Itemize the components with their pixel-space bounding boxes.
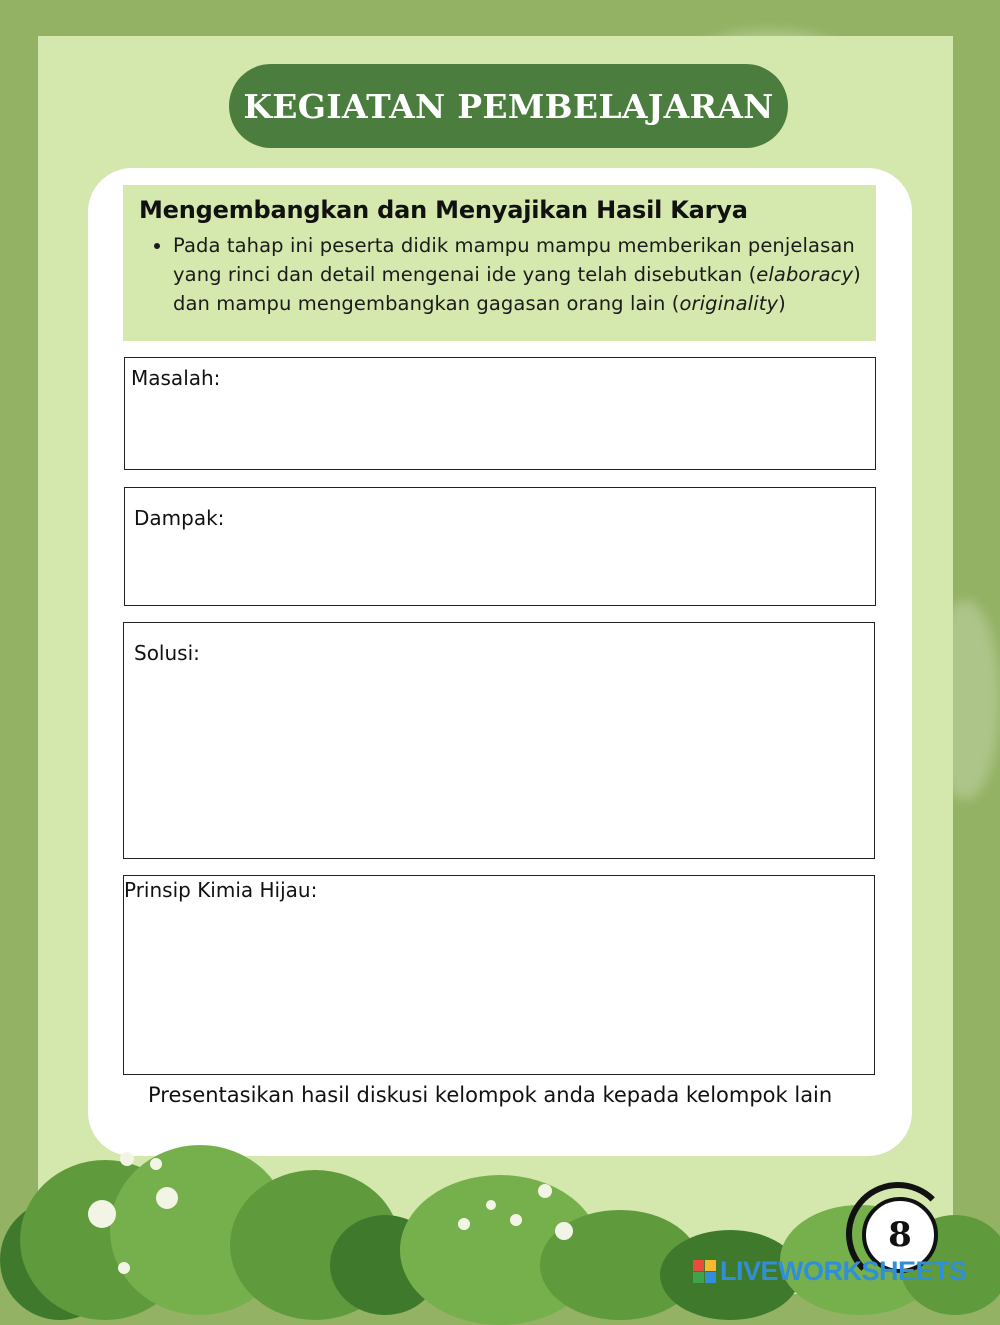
liveworksheets-logo-icon xyxy=(693,1260,716,1283)
page-title: KEGIATAN PEMBELAJARAN xyxy=(229,64,788,148)
solusi-label: Solusi: xyxy=(134,641,200,665)
dampak-label: Dampak: xyxy=(134,506,225,530)
intro-bullet-text: ) xyxy=(778,292,786,315)
footer-instruction: Presentasikan hasil diskusi kelompok anda kepada kelompok lain xyxy=(148,1083,833,1107)
page-number: 8 xyxy=(862,1197,938,1273)
solusi-answer-box[interactable] xyxy=(123,622,875,859)
masalah-label: Masalah: xyxy=(131,366,221,390)
intro-term-originality: originality xyxy=(679,292,779,315)
intro-term-elaboracy: elaboracy xyxy=(756,263,854,286)
dampak-answer-box[interactable] xyxy=(124,487,876,606)
liveworksheets-text: LIVEWORKSHEETS xyxy=(720,1255,967,1286)
intro-bullet xyxy=(173,231,866,318)
prinsip-kimia-hijau-answer-box[interactable] xyxy=(123,875,875,1075)
intro-bullet-text: Pada tahap ini peserta didik mampu mampu memberikan penjelasan yang rinci dan detail mengenai ide yang telah disebutkan ( xyxy=(173,234,855,286)
prinsip-kimia-hijau-label: Prinsip Kimia Hijau: xyxy=(124,878,318,902)
intro-bullet-text: ) dan mampu mengembangkan gagasan orang lain ( xyxy=(173,263,861,315)
intro-heading: Mengembangkan dan Menyajikan Hasil Karya xyxy=(139,196,748,224)
intro-section xyxy=(123,185,876,341)
liveworksheets-watermark xyxy=(693,1256,967,1286)
intro-bullet-list xyxy=(139,231,866,318)
masalah-answer-box[interactable] xyxy=(124,357,876,470)
